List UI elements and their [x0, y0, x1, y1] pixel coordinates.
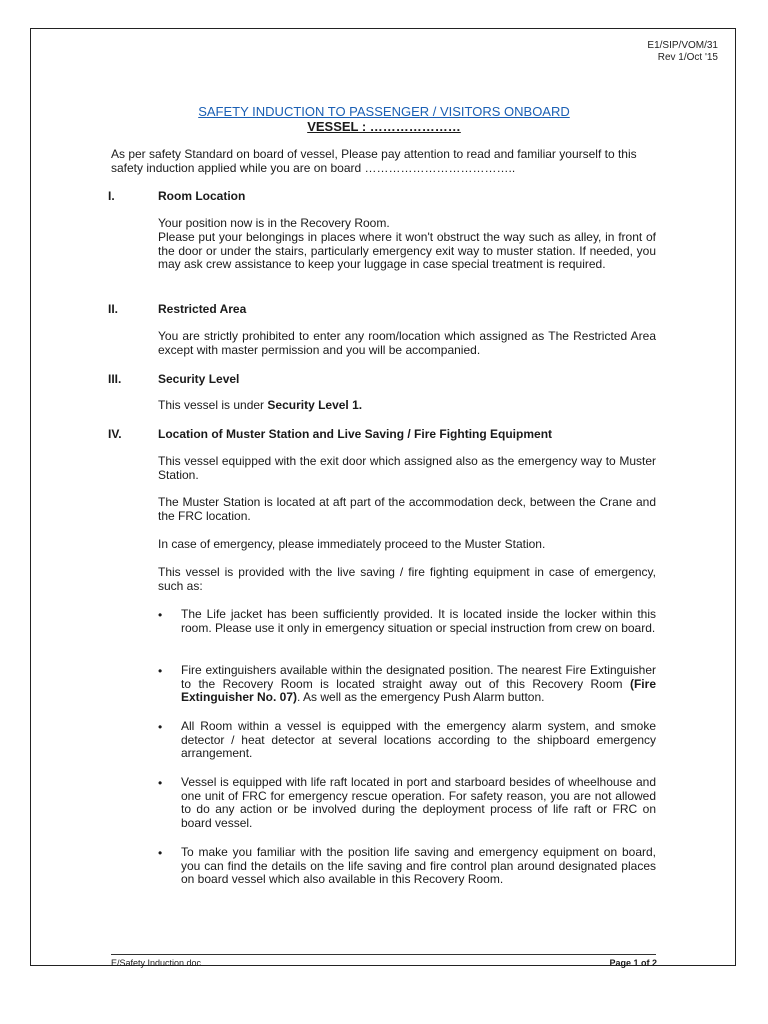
section-number: IV. — [108, 427, 122, 441]
section-paragraph: This vessel equipped with the exit door which assigned also as the emergency way to Muster Station. — [158, 454, 656, 482]
document-code-block — [647, 40, 718, 64]
intro-paragraph: As per safety Standard on board of vessel, Please pay attention to read and familiar yourself to this safety induction applied while you are on board ……………………………….. — [111, 147, 637, 175]
section-heading: Restricted Area — [158, 302, 247, 316]
section-paragraph: You are strictly prohibited to enter any room/location which assigned as The Restricted Area except with master permission and you will be accompanied. — [158, 329, 656, 357]
section-number: I. — [108, 189, 115, 203]
footer-filename: E/Safety Induction.doc — [111, 958, 202, 968]
section-paragraph: Your position now is in the Recovery Room. — [158, 216, 390, 230]
security-level-value: Security Level 1. — [267, 398, 363, 412]
bullet-item: All Room within a vessel is equipped with the emergency alarm system, and smoke detector / heat detector at several locations according to the shipboard emergency arrangement. — [181, 719, 656, 761]
section-paragraph: Please put your belongings in places where it won't obstruct the way such as alley, in front of the door or under the stairs, particularly emergency exit way to muster station. If needed, you may ask crew assistance to keep your luggage in case special treatment is required. — [158, 230, 656, 272]
bullet-item: To make you familiar with the position life saving and emergency equipment on board, you can find the details on the life saving and fire control plan around designated places on board vessel which also available in this Recovery Room. — [181, 845, 656, 887]
fire-bullet-suffix: . As well as the emergency Push Alarm button. — [297, 690, 545, 705]
bullet-marker: • — [158, 720, 163, 734]
document-title[interactable]: SAFETY INDUCTION TO PASSENGER / VISITORS ONBOARD — [198, 104, 570, 119]
fire-extinguisher-number: (Fire Extinguisher No. 07) — [181, 676, 656, 705]
document-title-block — [0, 104, 768, 119]
document-code: E1/SIP/VOM/31 — [647, 40, 718, 51]
footer-divider — [111, 954, 656, 955]
revision-label: Rev 1/Oct '15 — [657, 52, 718, 63]
security-level-prefix: This vessel is under — [158, 398, 268, 412]
footer-page-number: Page 1 of 2 — [609, 958, 657, 968]
bullet-item: The Life jacket has been sufficiently provided. It is located inside the locker within this room. Please use it only in emergency situation or special instruction from crew on board. — [181, 607, 656, 635]
vessel-name-field: VESSEL : ………………… — [307, 119, 461, 134]
section-number: II. — [108, 302, 119, 316]
bullet-marker: • — [158, 608, 163, 622]
bullet-marker: • — [158, 846, 163, 860]
bullet-marker: • — [158, 664, 163, 678]
bullet-marker: • — [158, 776, 163, 790]
section-heading: Location of Muster Station and Live Saving / Fire Fighting Equipment — [158, 427, 553, 441]
section-heading: Security Level — [158, 372, 240, 386]
section-heading: Room Location — [158, 189, 246, 203]
section-paragraph: This vessel is provided with the live saving / fire fighting equipment in case of emergency, such as: — [158, 565, 656, 593]
security-level-paragraph — [158, 399, 656, 413]
section-number: III. — [108, 372, 122, 386]
section-paragraph: In case of emergency, please immediately proceed to the Muster Station. — [158, 537, 546, 551]
section-paragraph: The Muster Station is located at aft part of the accommodation deck, between the Crane and the FRC location. — [158, 495, 656, 523]
fire-bullet-prefix: Fire extinguishers available within the designated position. The nearest Fire Extinguisher to the Recovery Room is located straight away out of this Recovery Room — [181, 663, 656, 691]
bullet-item: Vessel is equipped with life raft located in port and starboard besides of wheelhouse and one unit of FRC for emergency rescue operation. For safety reason, you are not allowed to do any action or be involved during the deployment process of life raft or FRC on board vessel. — [181, 775, 656, 831]
bullet-item-fire-extinguisher — [181, 664, 656, 705]
